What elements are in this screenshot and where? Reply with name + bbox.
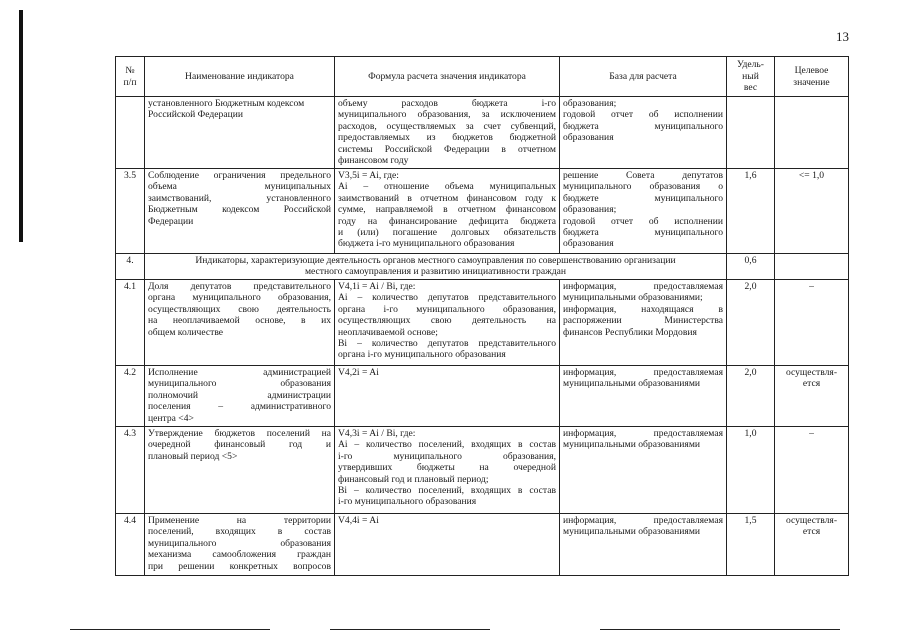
row-num: 3.5 — [116, 169, 145, 254]
indicator-name: Исполнение администрацией муниципального образования полномочий администрации поселения – административного центра <4> — [145, 366, 335, 427]
scan-margin-bar — [19, 10, 23, 242]
header-base: База для расчета — [560, 57, 727, 97]
weight-value: 2,0 — [727, 366, 775, 427]
weight-value: 2,0 — [727, 280, 775, 366]
indicator-name: Применение на территории поселений, входящих в состав муниципального образования механизма самообложения граждан при решении конкретных вопросов — [145, 514, 335, 576]
header-formula: Формула расчета значения индикатора — [335, 57, 560, 97]
target-value — [775, 97, 849, 169]
target-value: <= 1,0 — [775, 169, 849, 254]
weight-value: 0,6 — [727, 254, 775, 280]
target-value: – — [775, 427, 849, 514]
header-target: Целевое значение — [775, 57, 849, 97]
indicator-formula: V4,3i = Ai / Bi, где: Ai – количество поселений, входящих в состав i-го муниципального образования, утвердивших бюджеты на очередной финансовый год и плановый период; Bi – количество поселений, входящих в состав i-го муниципального образования — [335, 427, 560, 514]
indicator-formula: V4,4i = Ai — [335, 514, 560, 576]
header-weight: Удель- ный вес — [727, 57, 775, 97]
calculation-base: информация, предоставляемая муниципальными образованиями — [560, 427, 727, 514]
row-num: 4.3 — [116, 427, 145, 514]
indicator-name: Доля депутатов представительного органа муниципального образования, осуществляющих свою деятельность на неоплачиваемой основе, в их общем количестве — [145, 280, 335, 366]
indicator-formula: V4,2i = Ai — [335, 366, 560, 427]
weight-value: 1,6 — [727, 169, 775, 254]
section-row — [116, 254, 849, 280]
bottom-edge-line — [330, 629, 490, 630]
table-row — [116, 280, 849, 366]
weight-value: 1,0 — [727, 427, 775, 514]
weight-value — [727, 97, 775, 169]
header-name: Наименование индикатора — [145, 57, 335, 97]
row-num: 4.2 — [116, 366, 145, 427]
calculation-base: информация, предоставляемая муниципальными образованиями — [560, 514, 727, 576]
table-header-row — [116, 57, 849, 97]
target-value: осуществля- ется — [775, 514, 849, 576]
table-row — [116, 366, 849, 427]
indicator-name: Соблюдение ограничения предельного объема муниципальных заимствований, установленного Бюджетным кодексом Российской Федерации — [145, 169, 335, 254]
calculation-base: образования; годовой отчет об исполнении бюджета муниципального образования — [560, 97, 727, 169]
table-row — [116, 427, 849, 514]
row-num: 4.1 — [116, 280, 145, 366]
row-num — [116, 97, 145, 169]
target-value: осуществля- ется — [775, 366, 849, 427]
target-value: – — [775, 280, 849, 366]
table-row — [116, 169, 849, 254]
indicator-formula: объему расходов бюджета i-го муниципального образования, за исключением расходов, осуществляемых за счет субвенций, предоставляемых из бюджетов бюджетной системы Российской Федерации в отчетном финансовом году — [335, 97, 560, 169]
bottom-edge-line — [600, 629, 840, 630]
indicator-name: установленного Бюджетным кодексом Российской Федерации — [145, 97, 335, 169]
row-num: 4.4 — [116, 514, 145, 576]
indicator-name: Утверждение бюджетов поселений на очередной финансовый год и плановый период <5> — [145, 427, 335, 514]
calculation-base: информация, предоставляемая муниципальными образованиями; информация, находящаяся в распоряжении Министерства финансов Республики Мордовия — [560, 280, 727, 366]
page-number: 13 — [836, 29, 849, 44]
section-num: 4. — [116, 254, 145, 280]
calculation-base: решение Совета депутатов муниципального образования о бюджете муниципального образования; годовой отчет об исполнении бюджета муниципального образования — [560, 169, 727, 254]
indicator-formula: V3,5i = Ai, где: Ai – отношение объема муниципальных заимствований в отчетном финансовом году к сумме, направляемой в отчетном финансовом году на финансирование дефицита бюджета и (или) погашение долговых обязательств бюджета i-го муниципального образования — [335, 169, 560, 254]
indicators-table — [115, 56, 849, 576]
header-num: № п/п — [116, 57, 145, 97]
bottom-edge-line — [70, 629, 270, 630]
table-row — [116, 514, 849, 576]
table-row — [116, 97, 849, 169]
weight-value: 1,5 — [727, 514, 775, 576]
indicator-formula: V4,1i = Ai / Bi, где: Ai – количество депутатов представительного органа i-го муниципального образования, осуществляющих свою деятельность на неоплачиваемой основе; Bi – количество депутатов представительного органа i-го муниципального образования — [335, 280, 560, 366]
section-title: Индикаторы, характеризующие деятельность органов местного самоуправления по совершенствованию организации местного самоуправления и развитию инициативности граждан — [145, 254, 727, 280]
calculation-base: информация, предоставляемая муниципальными образованиями — [560, 366, 727, 427]
target-value — [775, 254, 849, 280]
